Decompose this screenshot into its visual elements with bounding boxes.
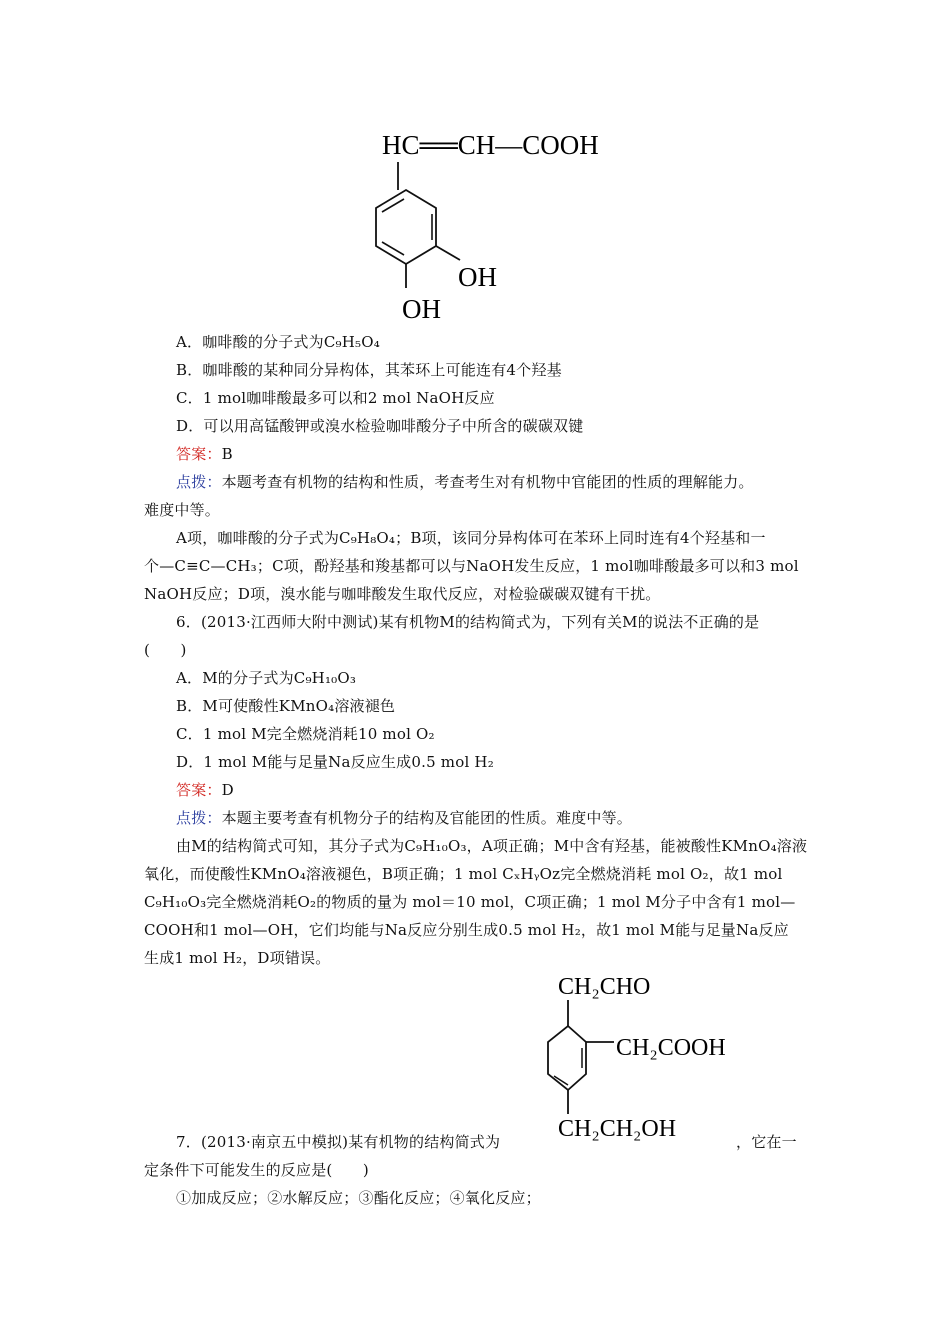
q5-hint-label: 点拨：	[176, 473, 222, 491]
q5-answer-value: B	[221, 445, 233, 463]
q6-answer	[176, 780, 234, 800]
struct2-right-text: CH₂COOH	[616, 1035, 726, 1061]
q6-stem-cont: ( )	[144, 641, 187, 659]
q6-stem: 6．(2013·江西师大附中测试)某有机物M的结构简式为，下列有关M的说法不正确的是	[176, 613, 760, 631]
q5-explain-1: A项，咖啡酸的分子式为C₉H₈O₄；B项，该同分异构体可在苯环上同时连有4个羟基和一	[176, 529, 766, 547]
q7-stem-cont: 定条件下可能发生的反应是( )	[144, 1161, 369, 1179]
q6-explain-4: COOH和1 mol—OH，它们均能与Na反应分别生成0.5 mol H₂，故1 mol M能与足量Na反应	[144, 921, 789, 939]
struct2-top-text: CH₂CHO	[558, 974, 651, 1000]
struct1-top-text: HC══CH—COOH	[382, 130, 599, 160]
q6-explain-1: 由M的结构简式可知，其分子式为C₉H₁₀O₃，A项正确；M中含有羟基，能被酸性KMnO₄溶液	[176, 837, 808, 855]
q5-answer	[176, 444, 233, 464]
q6-hint-label: 点拨：	[176, 809, 222, 827]
q7-stem-b: ，它在一	[736, 1133, 797, 1151]
q5-option-a: A．咖啡酸的分子式为C₉H₅O₄	[176, 333, 380, 351]
q6-answer-label: 答案：	[176, 781, 222, 799]
q6-hint-text: 本题主要考查有机物分子的结构及官能团的性质。难度中等。	[221, 809, 633, 827]
q5-option-d: D．可以用高锰酸钾或溴水检验咖啡酸分子中所含的碳碳双键	[176, 417, 584, 435]
q5-explain-3: NaOH反应；D项，溴水能与咖啡酸发生取代反应，对检验碳碳双键有干扰。	[144, 585, 661, 603]
q6-option-a: A．M的分子式为C₉H₁₀O₃	[176, 669, 357, 687]
q5-explain-2: 个—C≡C—CH₃；C项，酚羟基和羧基都可以与NaOH发生反应，1 mol咖啡酸最多可以和3 mol	[144, 557, 799, 575]
q6-explain-3: C₉H₁₀O₃完全燃烧消耗O₂的物质的量为 mol＝10 mol，C项正确；1 mol M分子中含有1 mol—	[144, 893, 796, 911]
struct1-oh2-text: OH	[402, 294, 441, 324]
q6-hint	[176, 808, 632, 828]
q5-hint-text: 本题考查有机物的结构和性质，考查考生对有机物中官能团的性质的理解能力。	[221, 473, 754, 491]
q6-explain-5: 生成1 mol H₂，D项错误。	[144, 949, 331, 967]
q5-hint-cont: 难度中等。	[144, 501, 221, 519]
compound-m-structure	[540, 968, 750, 1148]
q6-option-b: B．M可使酸性KMnO₄溶液褪色	[176, 697, 396, 715]
q6-explain-2: 氧化，而使酸性KMnO₄溶液褪色，B项正确；1 mol CₓHᵧOz完全燃烧消耗 mol O₂，故1 mol	[144, 865, 783, 883]
q5-answer-label: 答案：	[176, 445, 222, 463]
q6-option-c: C．1 mol M完全燃烧消耗10 mol O₂	[176, 725, 435, 743]
q6-answer-value: D	[221, 781, 234, 799]
struct1-oh1-text: OH	[458, 262, 497, 292]
caffeic-acid-structure	[370, 120, 630, 330]
struct2-bottom-text: CH₂CH₂OH	[558, 1116, 677, 1142]
q5-hint	[176, 472, 754, 492]
q7-stem-a: 7．(2013·南京五中模拟)某有机物的结构简式为	[176, 1133, 501, 1151]
q5-option-b: B．咖啡酸的某种同分异构体，其苯环上可能连有4个羟基	[176, 361, 562, 379]
q7-choices: ①加成反应；②水解反应；③酯化反应；④氧化反应；	[176, 1189, 541, 1207]
q6-option-d: D．1 mol M能与足量Na反应生成0.5 mol H₂	[176, 753, 494, 771]
q5-option-c: C．1 mol咖啡酸最多可以和2 mol NaOH反应	[176, 389, 495, 407]
